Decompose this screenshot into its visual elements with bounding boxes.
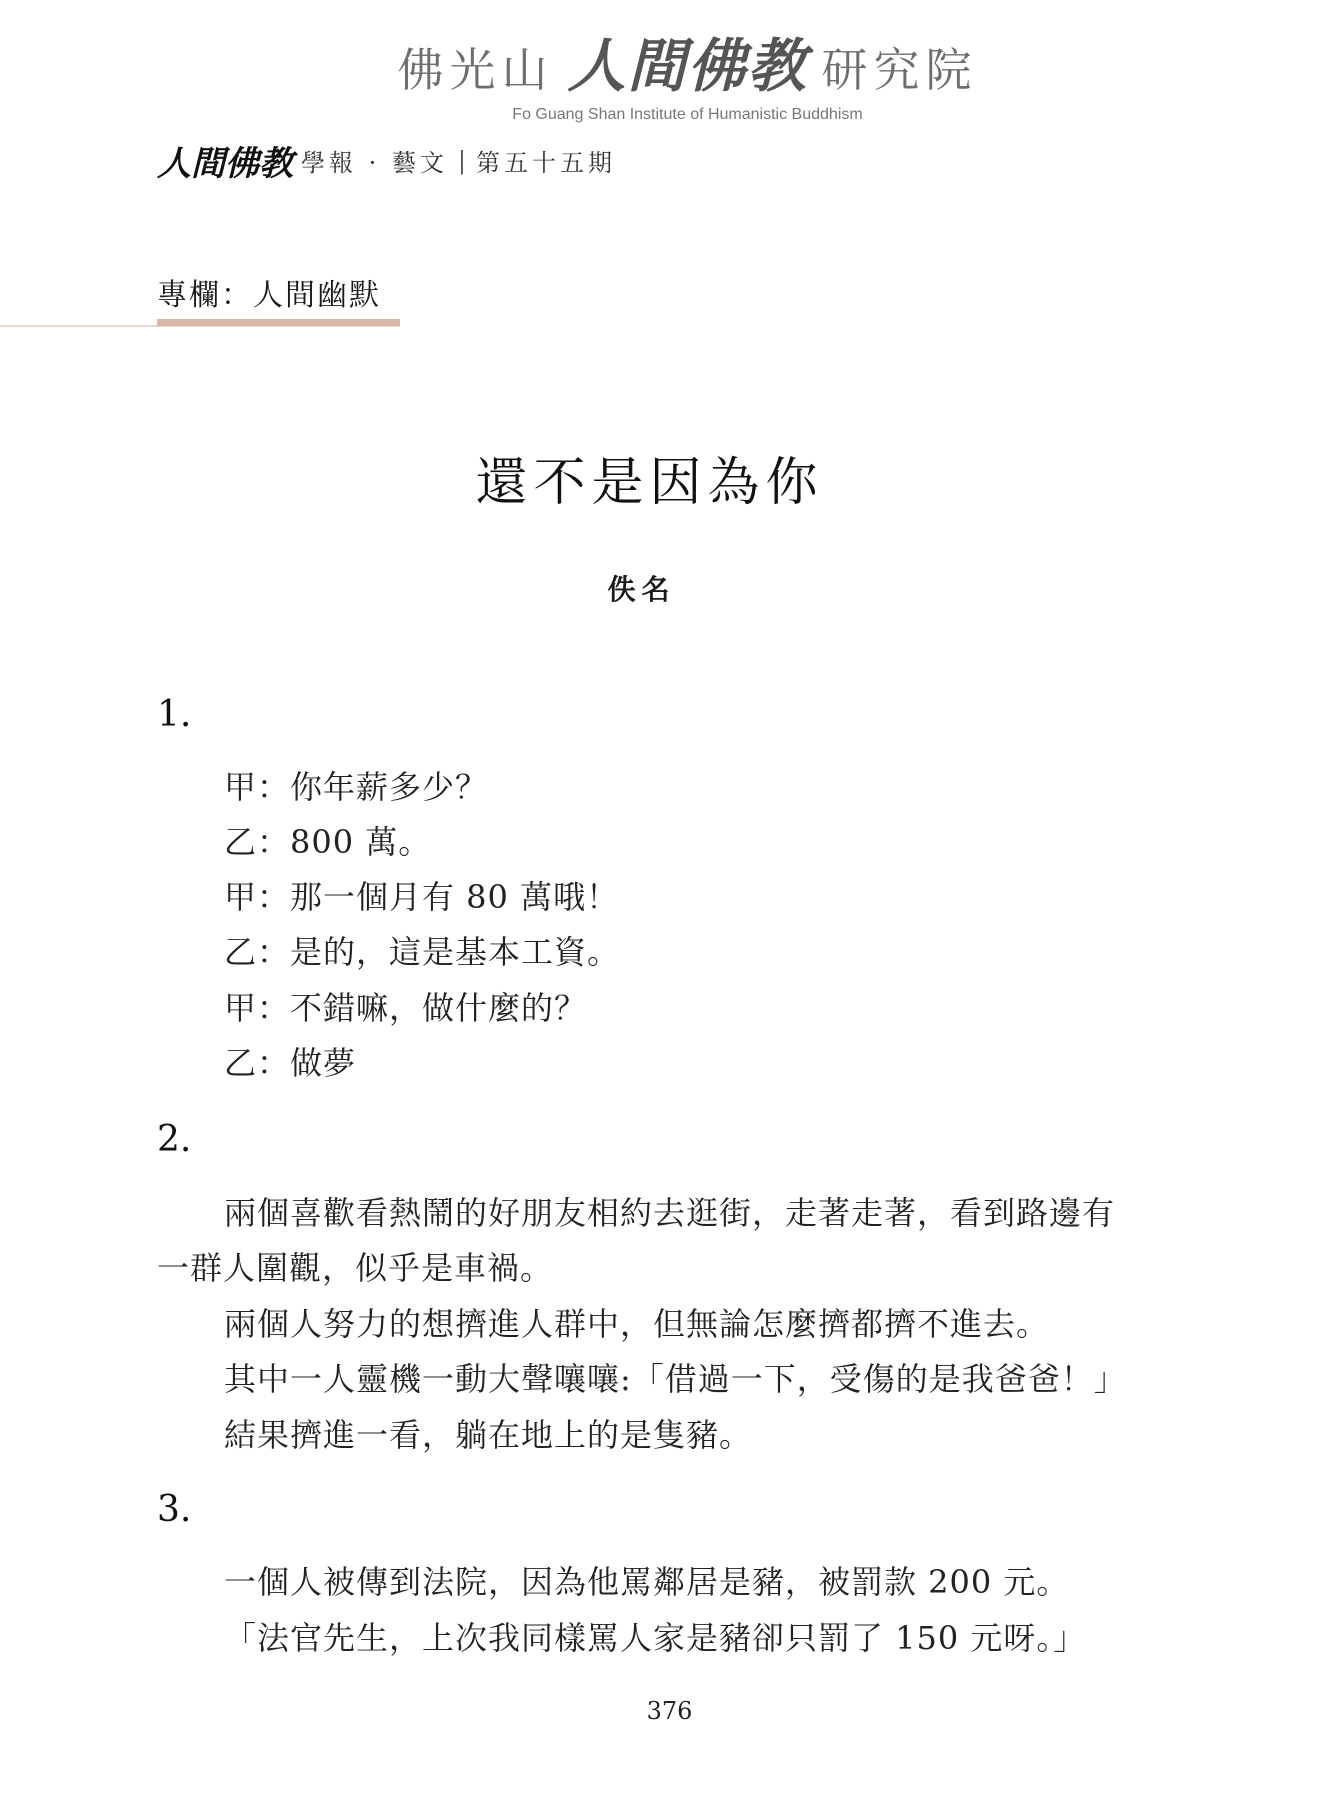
institute-title	[18, 32, 1339, 100]
paragraph-line: 結果擠進一看，躺在地上的是隻豬。	[224, 1416, 753, 1454]
article-title: 還不是因為你	[475, 453, 824, 513]
section-number: 3.	[157, 1489, 192, 1530]
paragraph-line: 甲：那一個月有 80 萬哦！	[224, 878, 620, 916]
journal-logo: 人間佛教	[157, 144, 293, 184]
journal-name: 學報 · 藝文	[301, 149, 448, 177]
page-number: 376	[646, 1697, 693, 1725]
paragraph-line: 乙：是的，這是基本工資。	[224, 933, 621, 971]
article-author: 佚名	[607, 573, 676, 606]
paragraph-line: 「法官先生，上次我同樣罵人家是豬卻只罰了 150 元呀。」	[224, 1619, 1087, 1657]
paragraph-line: 甲：不錯嘛，做什麼的？	[224, 989, 588, 1027]
header-separator: |	[457, 146, 466, 175]
paragraph-line: 兩個人努力的想擠進人群中，但無論怎麼擠都擠不進去。	[224, 1305, 1050, 1343]
paragraph-line: 乙：做夢	[224, 1044, 357, 1082]
institute-script-logo: 人間佛教	[567, 32, 808, 100]
institute-suffix: 研究院	[821, 43, 978, 97]
column-underline	[157, 319, 400, 326]
section-number: 1.	[157, 694, 192, 735]
paragraph-line: 一群人圍觀，似乎是車禍。	[157, 1249, 554, 1287]
paragraph-line: 兩個喜歡看熱鬧的好朋友相約去逛街，走著走著，看到路邊有	[224, 1194, 1116, 1232]
institute-header	[0, 32, 1339, 124]
issue-number: 第五十五期	[475, 149, 616, 177]
column-label: 專欄：人間幽默	[157, 278, 381, 313]
institute-english-name: Fo Guang Shan Institute of Humanistic Buddhism	[512, 106, 863, 123]
paragraph-line: 其中一人靈機一動大聲嚷嚷:「借過一下，受傷的是我爸爸！」	[224, 1360, 1127, 1398]
paragraph-line: 甲：你年薪多少？	[224, 768, 489, 806]
journal-running-head	[157, 136, 616, 185]
paragraph-line: 乙：800 萬。	[224, 823, 432, 861]
section-number: 2.	[157, 1119, 192, 1160]
institute-prefix: 佛光山	[397, 43, 554, 97]
paragraph-line: 一個人被傳到法院，因為他罵鄰居是豬，被罰款 200 元。	[224, 1563, 1070, 1601]
